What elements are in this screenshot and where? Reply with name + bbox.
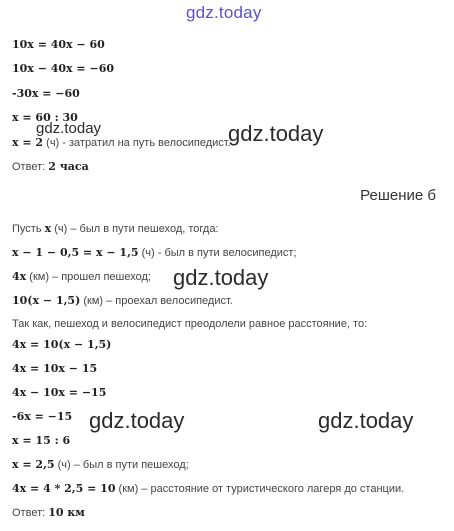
equation-line: 4x = 10(x − 1,5)	[12, 338, 112, 351]
answer-line	[12, 506, 85, 520]
equation-line: 10x − 40x = −60	[12, 62, 115, 75]
result-math: 4x = 4 * 2,5 = 10	[12, 482, 116, 495]
text-line	[12, 270, 151, 284]
math: x	[44, 222, 52, 235]
result-line	[12, 136, 231, 150]
text: (ч) – был в пути пешеход, тогда:	[51, 223, 219, 235]
section-heading: Решение б	[360, 187, 436, 204]
math: 10(x − 1,5)	[12, 294, 81, 307]
text-line	[12, 222, 219, 236]
result-math: x = 2	[12, 136, 44, 149]
text: (км) – прошел пешеход;	[26, 271, 151, 283]
equation-line: -30x = −60	[12, 87, 80, 100]
answer-value: 2 часа	[48, 160, 89, 173]
equation-line: x = 15 : 6	[12, 434, 71, 447]
text: Пусть	[12, 223, 45, 235]
answer-value: 10 км	[48, 506, 85, 519]
math: 4x	[12, 270, 27, 283]
equation-line: -6x = −15	[12, 410, 73, 423]
watermark: gdz.today	[318, 408, 414, 433]
answer-label: Ответ:	[12, 507, 49, 519]
equation-line: 4x − 10x = −15	[12, 386, 107, 399]
result-text: (км) – расстояние от туристического лагеря до станции.	[115, 483, 405, 495]
answer-line	[12, 160, 89, 174]
text: (ч) - был в пути велосипедист;	[138, 247, 297, 259]
result-text: (ч) - затратил на путь велосипедист.	[43, 137, 231, 149]
result-line	[12, 458, 189, 472]
result-line	[12, 482, 404, 496]
equation-line: 4x = 10x − 15	[12, 362, 98, 375]
result-math: x = 2,5	[12, 458, 55, 471]
equation-line: 10x = 40x − 60	[12, 38, 105, 51]
text-line	[12, 246, 297, 260]
watermark-top: gdz.today	[186, 3, 262, 22]
watermark: gdz.today	[173, 265, 269, 290]
equation-line: x = 60 : 30	[12, 111, 78, 124]
answer-label: Ответ:	[12, 161, 49, 173]
text: (км) – проехал велосипедист.	[80, 295, 233, 307]
result-text: (ч) – был в пути пешеход;	[54, 459, 189, 471]
watermark: gdz.today	[89, 408, 185, 433]
text-line: Так как, пешеход и велосипедист преодолели равное расстояние, то:	[12, 318, 368, 330]
math: x − 1 − 0,5 = x − 1,5	[12, 246, 139, 259]
text-line	[12, 294, 233, 308]
watermark: gdz.today	[228, 121, 324, 146]
watermark: gdz.today	[36, 120, 102, 137]
